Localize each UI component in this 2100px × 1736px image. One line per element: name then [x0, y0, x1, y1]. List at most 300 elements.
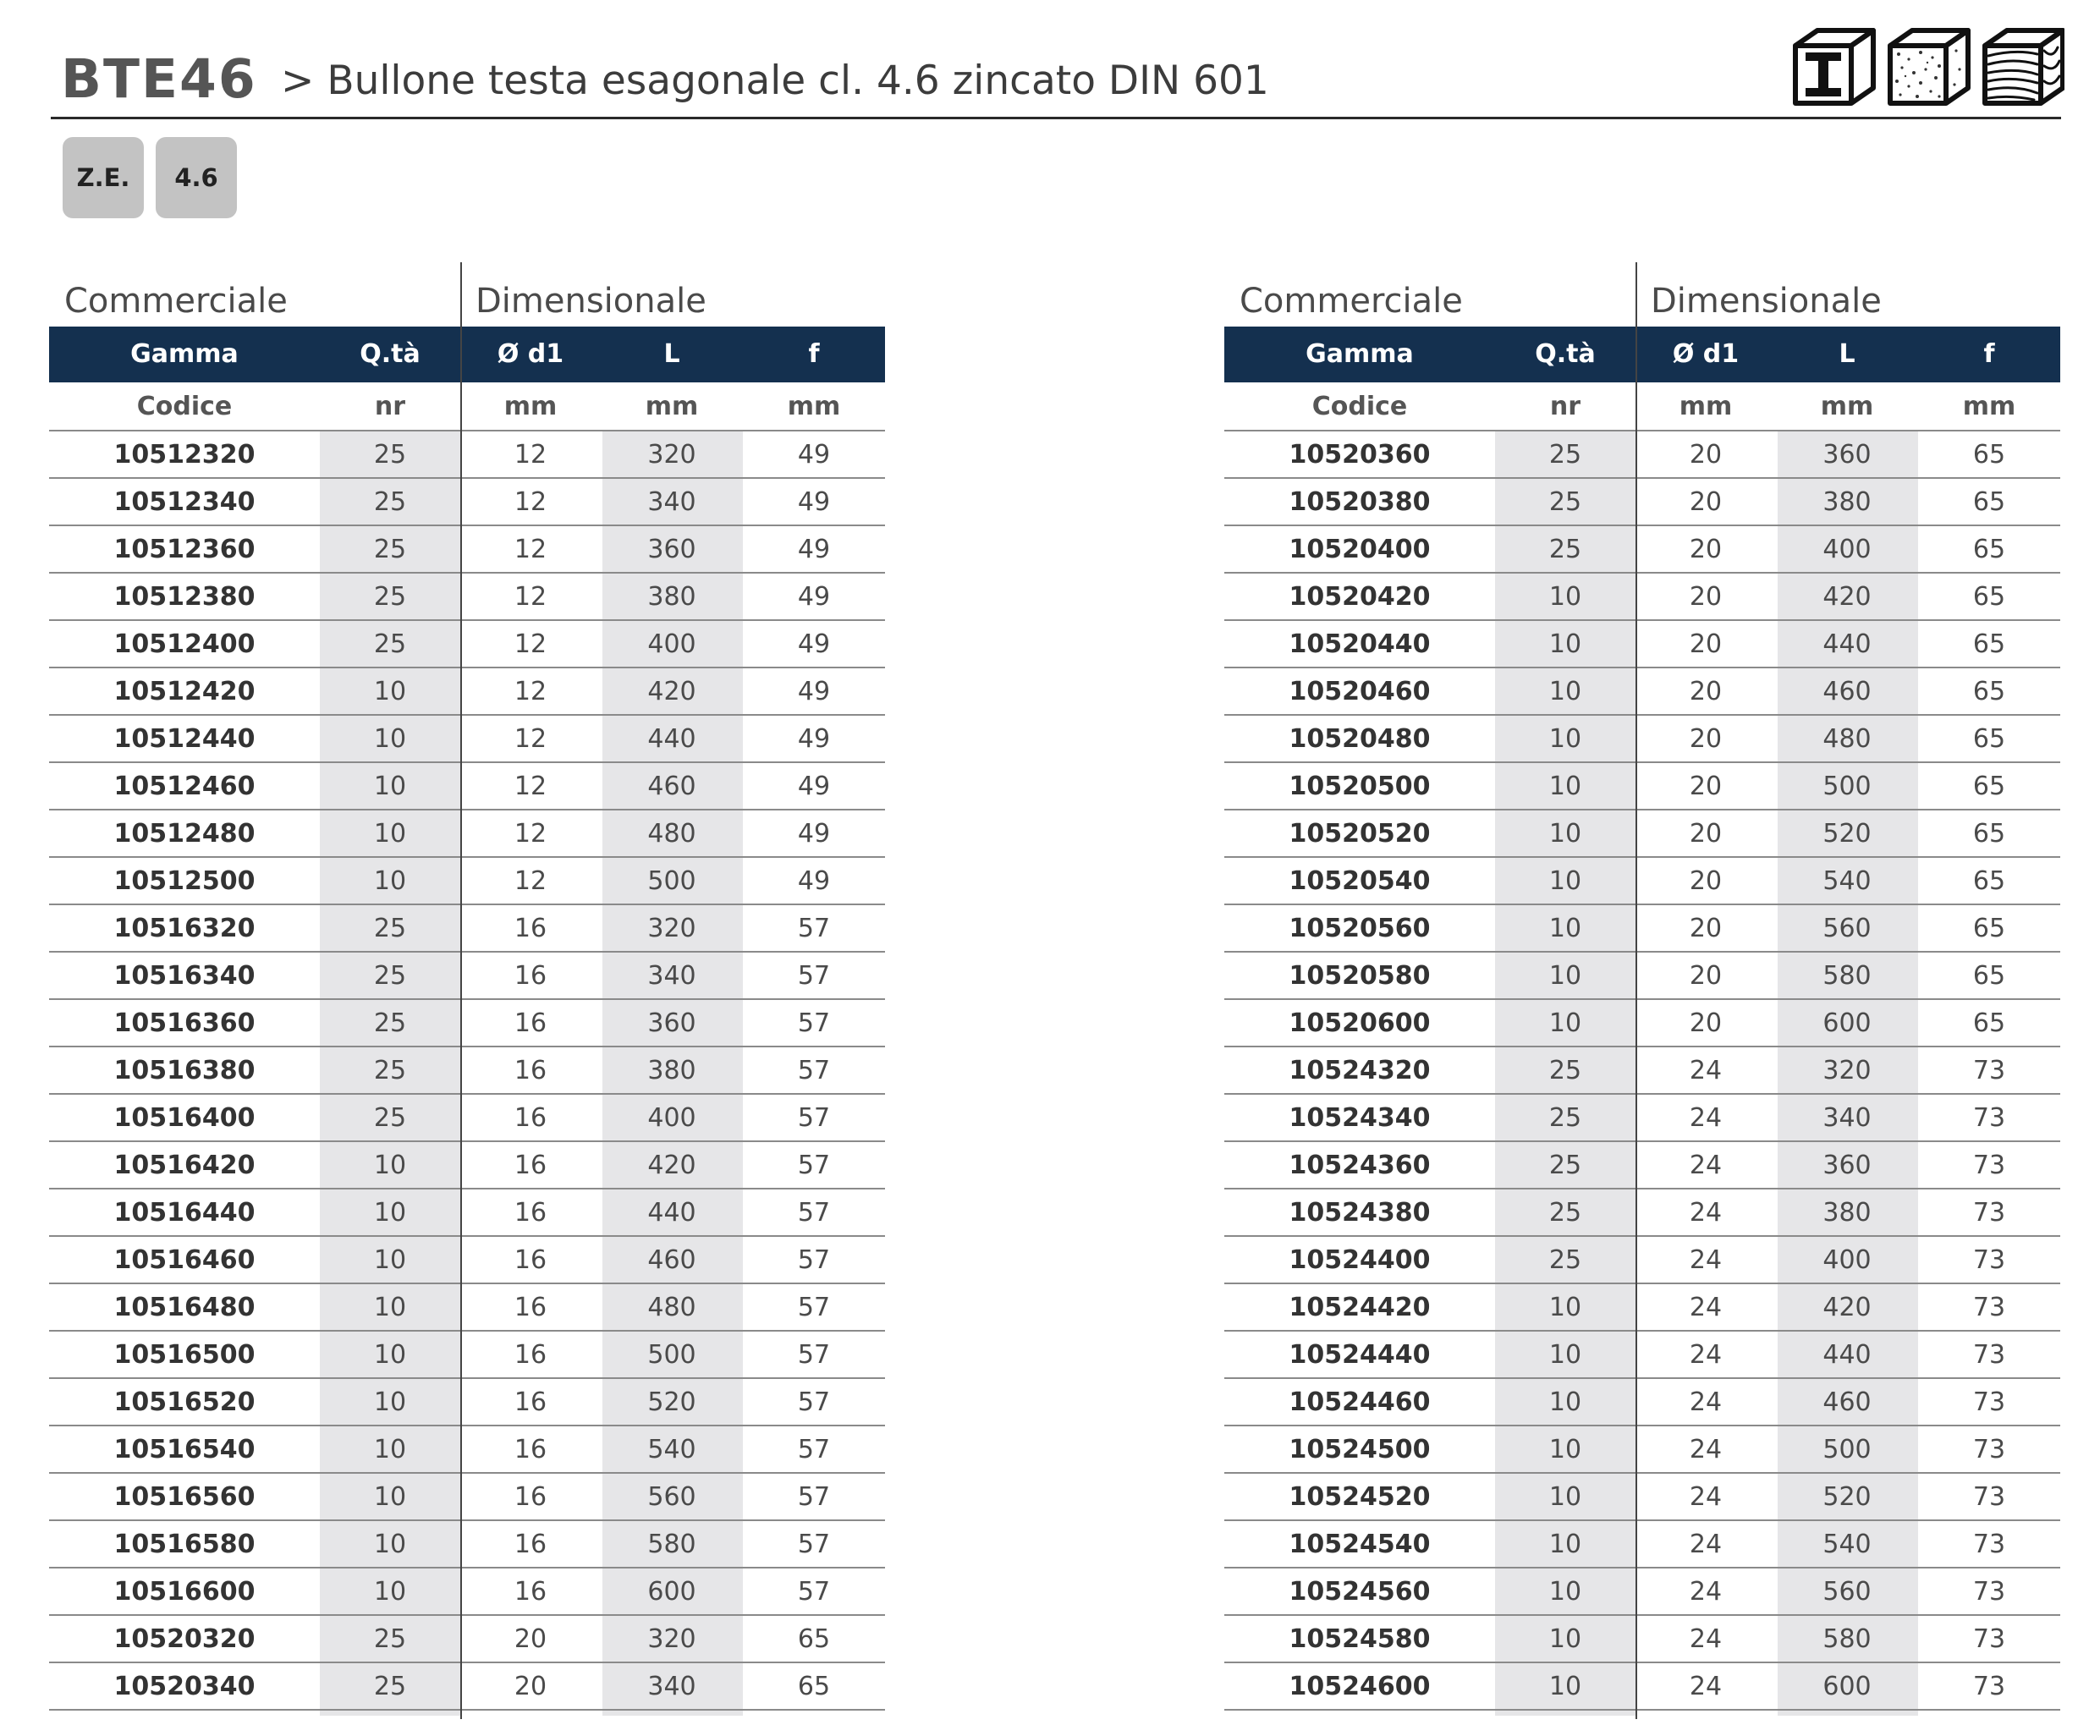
table-row — [1224, 856, 2060, 904]
cell-codice: 10512400 — [113, 629, 256, 659]
cell-qta: 10 — [373, 1151, 407, 1180]
cell-f: 57 — [797, 1151, 831, 1180]
cell-d1: 20 — [1689, 772, 1723, 801]
table-row — [49, 1140, 885, 1188]
cell-d1: 12 — [514, 866, 547, 896]
cell-qta: 25 — [1548, 1056, 1582, 1085]
table-row — [49, 572, 885, 619]
table-row — [1224, 430, 2060, 477]
table-row — [49, 1188, 885, 1235]
cell-l: 420 — [647, 1151, 696, 1180]
cell-d1: 16 — [514, 1530, 547, 1559]
cell-codice: 10524540 — [1289, 1530, 1431, 1559]
cell-qta: 25 — [1548, 535, 1582, 564]
cell-l: 540 — [1822, 866, 1872, 896]
cell-qta: 25 — [1548, 440, 1582, 470]
cell-d1: 20 — [514, 1672, 547, 1701]
title-divider — [51, 117, 2061, 119]
table-row — [49, 951, 885, 998]
cell-f: 57 — [797, 1340, 831, 1370]
cell-l: 440 — [647, 724, 696, 754]
cell-f: 57 — [797, 1103, 831, 1133]
cell-l: 360 — [1822, 1151, 1872, 1180]
cell-f: 73 — [1972, 1151, 2006, 1180]
cell-qta: 10 — [373, 1530, 407, 1559]
cell-d1: 24 — [1689, 1435, 1723, 1464]
page-subtitle: > Bullone testa esagonale cl. 4.6 zincato DIN 601 — [281, 58, 1269, 104]
cell-d1: 16 — [514, 1577, 547, 1607]
table-row — [1224, 1519, 2060, 1567]
cell-d1: 24 — [1689, 1198, 1723, 1228]
steel-beam-icon — [1795, 30, 1873, 103]
unit-nr: nr — [374, 392, 406, 421]
cell-codice: 10516420 — [113, 1151, 256, 1180]
cell-qta: 10 — [1548, 1482, 1582, 1512]
cell-codice: 10516600 — [113, 1577, 256, 1607]
cell-f: 65 — [1972, 724, 2006, 754]
table-row — [1224, 1235, 2060, 1283]
cell-l: 560 — [647, 1482, 696, 1512]
cell-codice: 10524320 — [1289, 1056, 1431, 1085]
cell-f: 73 — [1972, 1624, 2006, 1654]
cell-d1: 24 — [1689, 1624, 1723, 1654]
cell-codice: 10520580 — [1289, 961, 1431, 991]
table-row — [1224, 1046, 2060, 1093]
table-row — [49, 1235, 885, 1283]
cell-d1: 24 — [1689, 1387, 1723, 1417]
cell-l: 460 — [1822, 1387, 1872, 1417]
cell-f: 73 — [1972, 1435, 2006, 1464]
cell-l: 340 — [647, 961, 696, 991]
table-row — [1224, 1614, 2060, 1662]
cell-f: 49 — [797, 440, 831, 470]
unit-codice: Codice — [1311, 392, 1408, 421]
cell-f: 73 — [1972, 1387, 2006, 1417]
cell-qta: 10 — [1548, 582, 1582, 612]
cell-d1: 12 — [514, 582, 547, 612]
cell-codice: 10512380 — [113, 582, 256, 612]
section-separator — [460, 262, 462, 1719]
cell-codice: 10512500 — [113, 866, 256, 896]
cell-l: 600 — [1822, 1672, 1872, 1701]
cell-f: 49 — [797, 629, 831, 659]
cell-codice: 10520500 — [1289, 772, 1431, 801]
cell-d1: 20 — [1689, 724, 1723, 754]
wood-block-icon — [1985, 30, 2063, 103]
cell-codice: 10520520 — [1289, 819, 1431, 849]
cell-qta: 25 — [1548, 1245, 1582, 1275]
material-icons — [1792, 25, 2064, 118]
cell-codice: 10512460 — [113, 772, 256, 801]
cell-f: 65 — [1972, 677, 2006, 706]
cell-f: 65 — [797, 1672, 831, 1701]
cell-codice: 10524400 — [1289, 1245, 1431, 1275]
cell-qta: 10 — [1548, 1340, 1582, 1370]
cell-codice: 10512480 — [113, 819, 256, 849]
cell-qta: 10 — [1548, 1624, 1582, 1654]
cell-l: 360 — [647, 1008, 696, 1038]
cell-qta: 25 — [1548, 1198, 1582, 1228]
cell-codice: 10512360 — [113, 535, 256, 564]
cell-qta: 10 — [1548, 866, 1582, 896]
table-row — [49, 1519, 885, 1567]
cell-d1: 16 — [514, 1151, 547, 1180]
col-header-qta: Q.tà — [1535, 339, 1596, 369]
cell-d1: 20 — [1689, 677, 1723, 706]
cell-codice: 10512420 — [113, 677, 256, 706]
cell-qta: 10 — [1548, 914, 1582, 943]
table-row — [49, 1330, 885, 1377]
cell-qta: 25 — [1548, 487, 1582, 517]
section-dimensionale: Dimensionale — [476, 282, 706, 321]
cell-qta: 10 — [373, 1577, 407, 1607]
cell-qta: 10 — [373, 819, 407, 849]
cell-f: 65 — [1972, 772, 2006, 801]
cell-f: 57 — [797, 1008, 831, 1038]
cell-l: 420 — [1822, 582, 1872, 612]
cell-qta: 10 — [373, 1293, 407, 1322]
cell-codice: 10520600 — [1289, 1008, 1431, 1038]
unit-mm: mm — [503, 392, 558, 421]
cell-codice: 10520460 — [1289, 677, 1431, 706]
col-header-l: L — [1839, 339, 1855, 369]
table-row — [1224, 761, 2060, 809]
cell-l: 580 — [647, 1530, 696, 1559]
cell-f: 57 — [797, 961, 831, 991]
cell-l: 400 — [1822, 1245, 1872, 1275]
cell-l: 520 — [647, 1387, 696, 1417]
unit-codice: Codice — [136, 392, 233, 421]
cell-f: 49 — [797, 582, 831, 612]
table-row — [49, 998, 885, 1046]
table-row — [49, 1377, 885, 1425]
cell-qta: 25 — [373, 1008, 407, 1038]
cell-codice: 10516320 — [113, 914, 256, 943]
cell-l: 560 — [1822, 914, 1872, 943]
cell-f: 73 — [1972, 1672, 2006, 1701]
cell-codice: 10512320 — [113, 440, 256, 470]
cell-qta: 10 — [373, 1482, 407, 1512]
cell-codice: 10520380 — [1289, 487, 1431, 517]
table-row — [49, 1472, 885, 1519]
cell-f: 49 — [797, 772, 831, 801]
page-title: BTE46 — [61, 48, 257, 110]
cell-d1: 24 — [1689, 1577, 1723, 1607]
cell-d1: 16 — [514, 1103, 547, 1133]
cell-qta: 25 — [1548, 1103, 1582, 1133]
cell-l: 500 — [1822, 1435, 1872, 1464]
section-dimensionale: Dimensionale — [1651, 282, 1882, 321]
unit-mm: mm — [1820, 392, 1874, 421]
cell-l: 580 — [1822, 1624, 1872, 1654]
cell-l: 400 — [647, 629, 696, 659]
cell-l: 440 — [1822, 629, 1872, 659]
cell-f: 57 — [797, 1056, 831, 1085]
cell-qta: 25 — [1548, 1151, 1582, 1180]
unit-mm: mm — [1679, 392, 1733, 421]
cell-f: 57 — [797, 1198, 831, 1228]
table-row — [1224, 1377, 2060, 1425]
table-row — [49, 1093, 885, 1140]
cell-f: 73 — [1972, 1245, 2006, 1275]
cell-d1: 12 — [514, 724, 547, 754]
table-row — [1224, 525, 2060, 572]
table-row — [1224, 714, 2060, 761]
cell-codice: 10520540 — [1289, 866, 1431, 896]
cell-qta: 25 — [373, 487, 407, 517]
cell-l: 500 — [647, 866, 696, 896]
cell-d1: 12 — [514, 629, 547, 659]
cell-f: 65 — [1972, 819, 2006, 849]
cell-f: 49 — [797, 535, 831, 564]
cell-qta: 10 — [373, 1198, 407, 1228]
cell-d1: 24 — [1689, 1482, 1723, 1512]
table-row — [1224, 809, 2060, 856]
unit-mm: mm — [645, 392, 699, 421]
cell-d1: 12 — [514, 535, 547, 564]
cell-l: 340 — [647, 487, 696, 517]
cell-d1: 12 — [514, 677, 547, 706]
cell-d1: 24 — [1689, 1293, 1723, 1322]
cell-f: 57 — [797, 1245, 831, 1275]
cell-l: 360 — [1822, 440, 1872, 470]
cell-d1: 16 — [514, 1245, 547, 1275]
cell-codice: 10524500 — [1289, 1435, 1431, 1464]
cell-codice: 10524600 — [1289, 1672, 1431, 1701]
section-separator — [1635, 262, 1637, 1719]
cell-codice: 10516360 — [113, 1008, 256, 1038]
cell-codice: 10524560 — [1289, 1577, 1431, 1607]
cell-f: 65 — [1972, 866, 2006, 896]
col-header-gamma: Gamma — [1306, 339, 1414, 369]
cell-qta: 10 — [1548, 961, 1582, 991]
cell-codice: 10520420 — [1289, 582, 1431, 612]
cell-d1: 20 — [1689, 1008, 1723, 1038]
cell-f: 65 — [1972, 1008, 2006, 1038]
cell-qta: 10 — [373, 772, 407, 801]
cell-codice: 10516440 — [113, 1198, 256, 1228]
cell-f: 57 — [797, 914, 831, 943]
cell-f: 57 — [797, 1435, 831, 1464]
cell-qta: 10 — [1548, 724, 1582, 754]
cell-codice: 10524420 — [1289, 1293, 1431, 1322]
col-header-f: f — [808, 339, 820, 369]
table-row — [49, 1425, 885, 1472]
table-row — [1224, 477, 2060, 525]
cell-l: 580 — [1822, 961, 1872, 991]
cell-f: 73 — [1972, 1056, 2006, 1085]
cell-f: 65 — [1972, 440, 2006, 470]
unit-nr: nr — [1549, 392, 1581, 421]
table-row — [1224, 1093, 2060, 1140]
cell-codice: 10524520 — [1289, 1482, 1431, 1512]
cell-l: 320 — [647, 1624, 696, 1654]
cell-d1: 24 — [1689, 1056, 1723, 1085]
cell-f: 57 — [797, 1577, 831, 1607]
cell-d1: 20 — [1689, 582, 1723, 612]
cell-d1: 20 — [1689, 535, 1723, 564]
cell-qta: 10 — [1548, 677, 1582, 706]
cell-qta: 25 — [373, 1624, 407, 1654]
cell-qta: 25 — [373, 1672, 407, 1701]
cell-f: 65 — [1972, 535, 2006, 564]
cell-f: 73 — [1972, 1293, 2006, 1322]
cell-qta: 10 — [373, 1387, 407, 1417]
table-row — [49, 430, 885, 477]
cell-codice: 10516500 — [113, 1340, 256, 1370]
cell-qta: 10 — [1548, 1293, 1582, 1322]
cell-d1: 24 — [1689, 1340, 1723, 1370]
cell-qta: 25 — [373, 629, 407, 659]
cell-d1: 20 — [1689, 819, 1723, 849]
cell-qta: 25 — [373, 1056, 407, 1085]
cell-codice: 10520560 — [1289, 914, 1431, 943]
cell-qta: 10 — [373, 1435, 407, 1464]
coating-badge: Z.E. — [63, 137, 144, 218]
cell-l: 500 — [1822, 772, 1872, 801]
cell-l: 460 — [1822, 677, 1872, 706]
cell-codice: 10520400 — [1289, 535, 1431, 564]
cell-l: 480 — [647, 819, 696, 849]
cell-codice: 10516380 — [113, 1056, 256, 1085]
cell-qta: 10 — [373, 866, 407, 896]
cell-d1: 16 — [514, 961, 547, 991]
cell-f: 65 — [1972, 961, 2006, 991]
section-commerciale: Commerciale — [1240, 282, 1463, 321]
cell-d1: 12 — [514, 819, 547, 849]
cell-l: 440 — [647, 1198, 696, 1228]
cell-d1: 12 — [514, 440, 547, 470]
section-commerciale: Commerciale — [64, 282, 288, 321]
cell-codice: 10524440 — [1289, 1340, 1431, 1370]
col-header-gamma: Gamma — [130, 339, 239, 369]
cell-f: 73 — [1972, 1198, 2006, 1228]
cell-f: 57 — [797, 1293, 831, 1322]
unit-mm: mm — [1962, 392, 2016, 421]
cell-f: 49 — [797, 724, 831, 754]
product-table-left — [49, 262, 885, 1717]
cell-f: 73 — [1972, 1482, 2006, 1512]
cell-codice: 10524360 — [1289, 1151, 1431, 1180]
cell-d1: 16 — [514, 1340, 547, 1370]
cell-l: 380 — [647, 582, 696, 612]
col-header-qta: Q.tà — [360, 339, 421, 369]
cell-l: 520 — [1822, 1482, 1872, 1512]
col-header-d1: Ø d1 — [1672, 339, 1740, 369]
cell-qta: 25 — [373, 961, 407, 991]
cell-codice: 10516580 — [113, 1530, 256, 1559]
table-row — [1224, 998, 2060, 1046]
cell-d1: 24 — [1689, 1672, 1723, 1701]
unit-mm: mm — [787, 392, 841, 421]
cell-d1: 20 — [1689, 487, 1723, 517]
cell-l: 400 — [1822, 535, 1872, 564]
table-row — [49, 1283, 885, 1330]
cell-d1: 20 — [1689, 914, 1723, 943]
table-row — [49, 904, 885, 951]
cell-l: 560 — [1822, 1577, 1872, 1607]
class-badge: 4.6 — [156, 137, 237, 218]
cell-d1: 12 — [514, 772, 547, 801]
product-table-right — [1224, 262, 2060, 1717]
cell-l: 600 — [647, 1577, 696, 1607]
table-row — [1224, 1140, 2060, 1188]
cell-l: 400 — [647, 1103, 696, 1133]
table-row — [1224, 619, 2060, 667]
cell-qta: 25 — [373, 1103, 407, 1133]
cell-qta: 10 — [1548, 1530, 1582, 1559]
cell-l: 540 — [647, 1435, 696, 1464]
cell-f: 73 — [1972, 1530, 2006, 1559]
cell-qta: 10 — [373, 724, 407, 754]
table-row — [49, 525, 885, 572]
cell-d1: 16 — [514, 1482, 547, 1512]
cell-d1: 16 — [514, 1293, 547, 1322]
cell-f: 49 — [797, 866, 831, 896]
cell-qta: 10 — [1548, 1435, 1582, 1464]
table-row — [1224, 1662, 2060, 1711]
cell-qta: 25 — [373, 582, 407, 612]
cell-codice: 10516540 — [113, 1435, 256, 1464]
cell-qta: 10 — [1548, 1672, 1582, 1701]
cell-f: 73 — [1972, 1103, 2006, 1133]
table-row — [49, 1662, 885, 1711]
cell-qta: 10 — [1548, 1577, 1582, 1607]
cell-l: 520 — [1822, 819, 1872, 849]
cell-qta: 10 — [1548, 1008, 1582, 1038]
cell-f: 65 — [1972, 582, 2006, 612]
table-row — [1224, 572, 2060, 619]
cell-f: 65 — [797, 1624, 831, 1654]
cell-l: 320 — [647, 440, 696, 470]
cell-codice: 10524380 — [1289, 1198, 1431, 1228]
table-row — [1224, 1472, 2060, 1519]
cell-codice: 10520320 — [113, 1624, 256, 1654]
cell-qta: 10 — [1548, 629, 1582, 659]
cell-codice: 10516460 — [113, 1245, 256, 1275]
cell-l: 320 — [1822, 1056, 1872, 1085]
cell-l: 460 — [647, 1245, 696, 1275]
cell-f: 65 — [1972, 487, 2006, 517]
cell-d1: 20 — [1689, 866, 1723, 896]
table-row — [49, 1567, 885, 1614]
cell-qta: 25 — [373, 535, 407, 564]
cell-d1: 16 — [514, 1435, 547, 1464]
table-row — [1224, 1283, 2060, 1330]
cell-d1: 20 — [1689, 961, 1723, 991]
cell-codice: 10520360 — [1289, 440, 1431, 470]
table-row — [49, 761, 885, 809]
cell-codice: 10516520 — [113, 1387, 256, 1417]
table-row — [49, 619, 885, 667]
cell-d1: 20 — [1689, 629, 1723, 659]
cell-f: 49 — [797, 487, 831, 517]
cell-f: 73 — [1972, 1340, 2006, 1370]
cell-d1: 24 — [1689, 1530, 1723, 1559]
cell-l: 600 — [1822, 1008, 1872, 1038]
table-row — [49, 1046, 885, 1093]
cell-codice: 10516340 — [113, 961, 256, 991]
cell-codice: 10524340 — [1289, 1103, 1431, 1133]
col-header-l: L — [663, 339, 680, 369]
table-row — [1224, 1567, 2060, 1614]
cell-d1: 16 — [514, 1387, 547, 1417]
cell-l: 340 — [1822, 1103, 1872, 1133]
cell-l: 340 — [647, 1672, 696, 1701]
cell-d1: 16 — [514, 914, 547, 943]
table-row — [1224, 667, 2060, 714]
cell-codice: 10524580 — [1289, 1624, 1431, 1654]
